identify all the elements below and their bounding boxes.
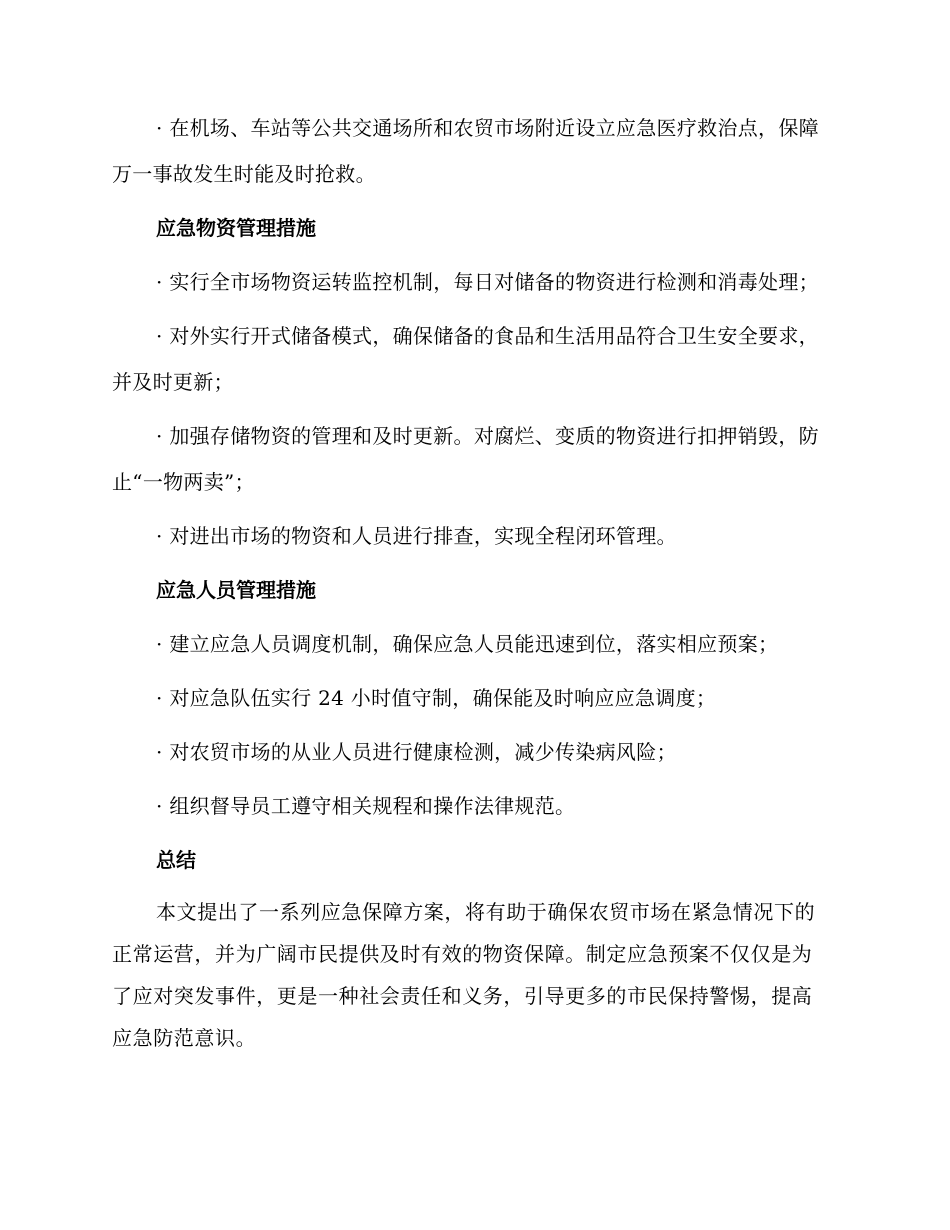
bullet-item-compliance: · 组织督导员工遵守相关规程和操作法律规范。: [156, 794, 576, 818]
section-heading-personnel: 应急人员管理措施: [156, 578, 316, 602]
summary-paragraph: 本文提出了一系列应急保障方案，将有助于确保农贸市场在紧急情况下的正常运营，并为广阔市民提供及时有效的物资保障。制定应急预案不仅仅是为了应对突发事件，更是一种社会责任和义务，引导更多的市民保持警惕，提高应急防范意识。: [112, 900, 816, 1050]
bullet-item-inspection: · 对进出市场的物资和人员进行排查，实现全程闭环管理。: [156, 524, 677, 548]
bullet-item-medical-points: · 在机场、车站等公共交通场所和农贸市场附近设立应急医疗救治点，保障万一事故发生时能及时抢救。: [112, 116, 819, 186]
bullet-item-duty: · 对应急队伍实行 24 小时值守制，确保能及时响应应急调度；: [156, 686, 717, 710]
bullet-item-health-check: · 对农贸市场的从业人员进行健康检测，减少传染病风险；: [156, 740, 677, 764]
document-body: [112, 105, 832, 1059]
section-heading-summary: 总结: [156, 848, 196, 872]
bullet-item-storage-management: · 加强存储物资的管理和及时更新。对腐烂、变质的物资进行扣押销毁，防止“一物两卖”；: [112, 424, 819, 494]
bullet-item-monitoring: · 实行全市场物资运转监控机制，每日对储备的物资进行检测和消毒处理；: [156, 270, 819, 294]
bullet-item-open-storage: · 对外实行开式储备模式，确保储备的食品和生活用品符合卫生安全要求，并及时更新；: [112, 324, 819, 394]
section-heading-materials: 应急物资管理措施: [156, 216, 316, 240]
bullet-item-dispatch: · 建立应急人员调度机制，确保应急人员能迅速到位，落实相应预案；: [156, 632, 779, 656]
